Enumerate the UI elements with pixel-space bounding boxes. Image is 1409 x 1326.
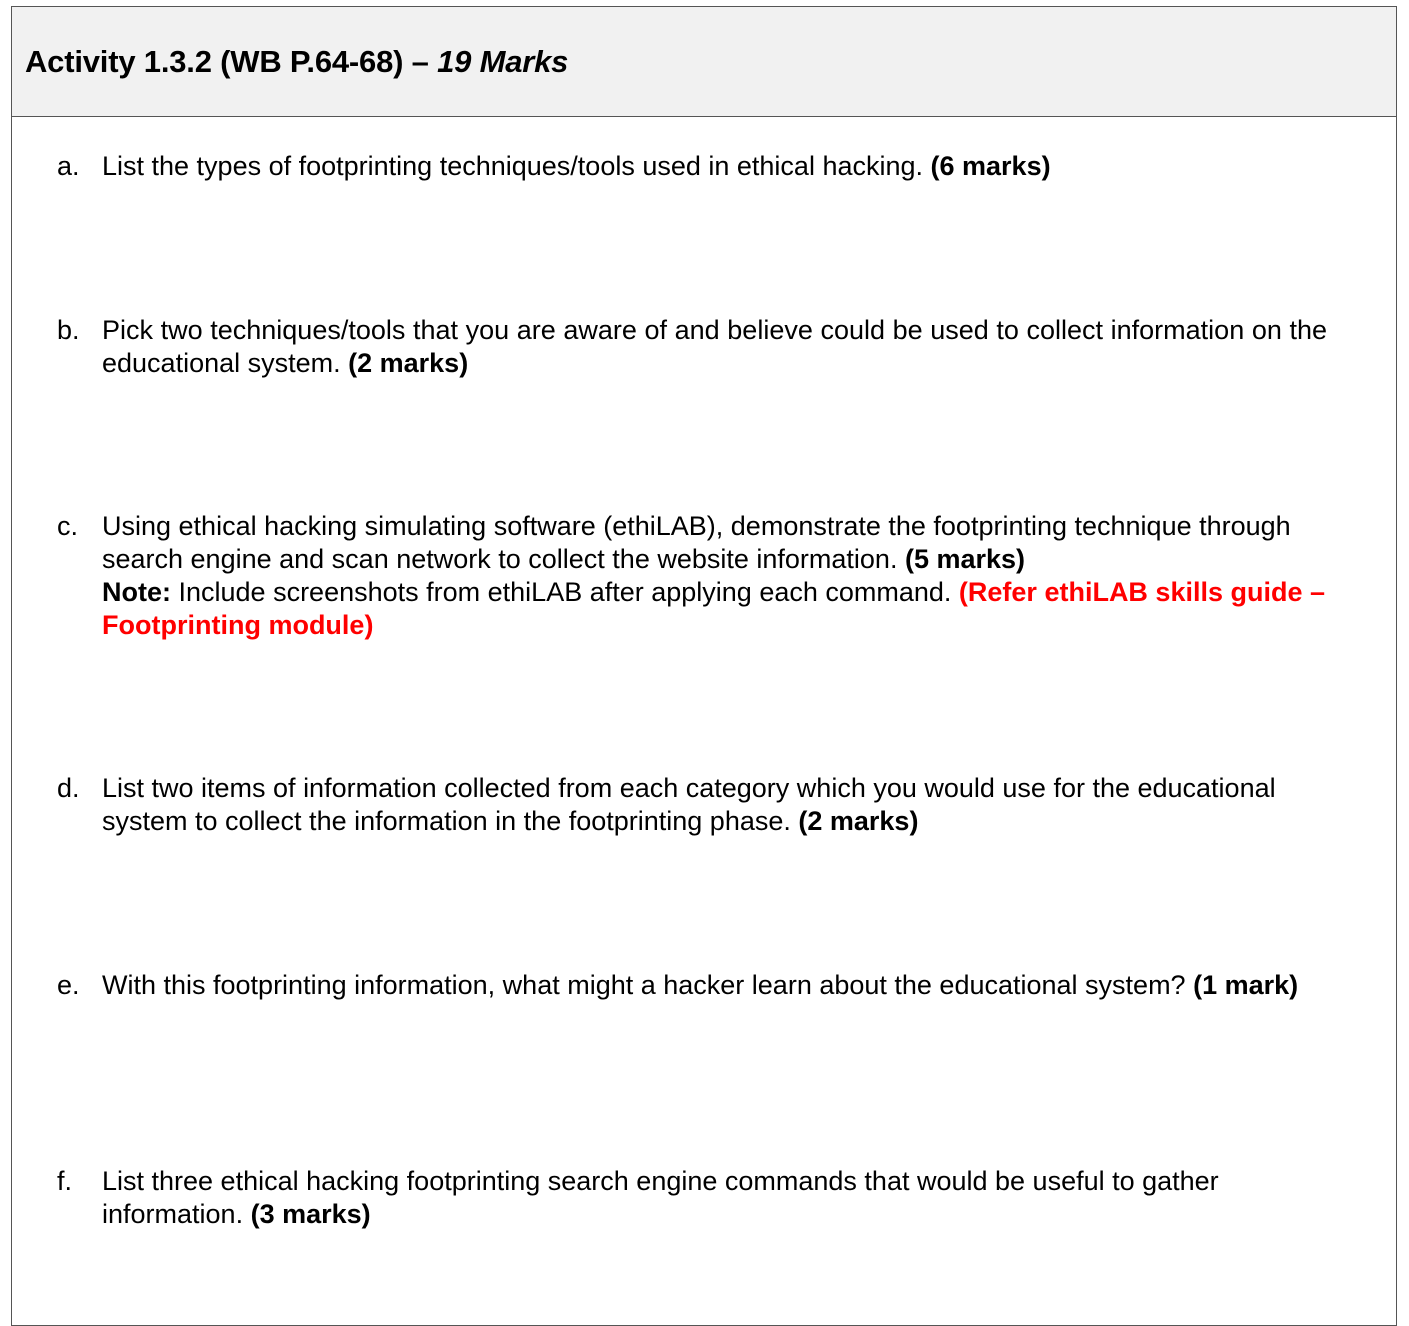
question-marks: (1 mark) — [1193, 970, 1299, 1000]
question-body — [102, 1165, 1327, 1231]
question-body — [102, 510, 1337, 642]
question-text: With this footprinting information, what might a hacker learn about the educational system? — [102, 970, 1194, 1000]
question-marks: (3 marks) — [250, 1199, 371, 1229]
activity-title — [25, 44, 568, 80]
question-text: List two items of information collected from each category which you would use for the educational system to collect the information in the footprinting phase. — [102, 773, 1276, 836]
question-marks: (6 marks) — [930, 151, 1051, 181]
question-text: List three ethical hacking footprinting search engine commands that would be useful to gather information. — [102, 1166, 1219, 1229]
question-body — [102, 772, 1327, 838]
question-marks: (2 marks) — [798, 806, 919, 836]
question-letter: d. — [57, 773, 80, 803]
question-b — [57, 314, 1327, 380]
question-letter: b. — [57, 315, 80, 345]
activity-header — [12, 7, 1396, 117]
question-a — [57, 150, 1327, 183]
question-letter: a. — [57, 151, 80, 181]
question-letter: c. — [57, 511, 79, 541]
question-marks: (2 marks) — [348, 348, 469, 378]
question-c — [57, 510, 1337, 642]
skills-guide-reference: (Refer ethiLAB skills guide – Footprinting module) — [102, 577, 1326, 640]
question-body — [102, 150, 1327, 183]
note-text: Include screenshots from ethiLAB after applying each command. — [171, 577, 959, 607]
question-d — [57, 772, 1327, 838]
question-e — [57, 969, 1327, 1002]
question-text: List the types of footprinting techniques/tools used in ethical hacking. — [102, 151, 931, 181]
question-letter: e. — [57, 970, 80, 1000]
question-letter: f. — [57, 1166, 73, 1196]
question-body — [102, 314, 1327, 380]
activity-title-main: Activity 1.3.2 (WB P.64-68) – — [25, 44, 438, 79]
note-label: Note: — [102, 577, 171, 607]
question-f — [57, 1165, 1327, 1231]
question-text: Using ethical hacking simulating software (ethiLAB), demonstrate the footprinting technique through search engine and scan network to collect the website information. — [102, 511, 1291, 574]
question-body — [102, 969, 1327, 1002]
question-marks: (5 marks) — [904, 544, 1026, 574]
activity-title-marks: 19 Marks — [437, 44, 569, 79]
activity-table — [11, 6, 1397, 1326]
question-text: Pick two techniques/tools that you are aware of and believe could be used to collect information on the educational system. — [102, 315, 1327, 378]
